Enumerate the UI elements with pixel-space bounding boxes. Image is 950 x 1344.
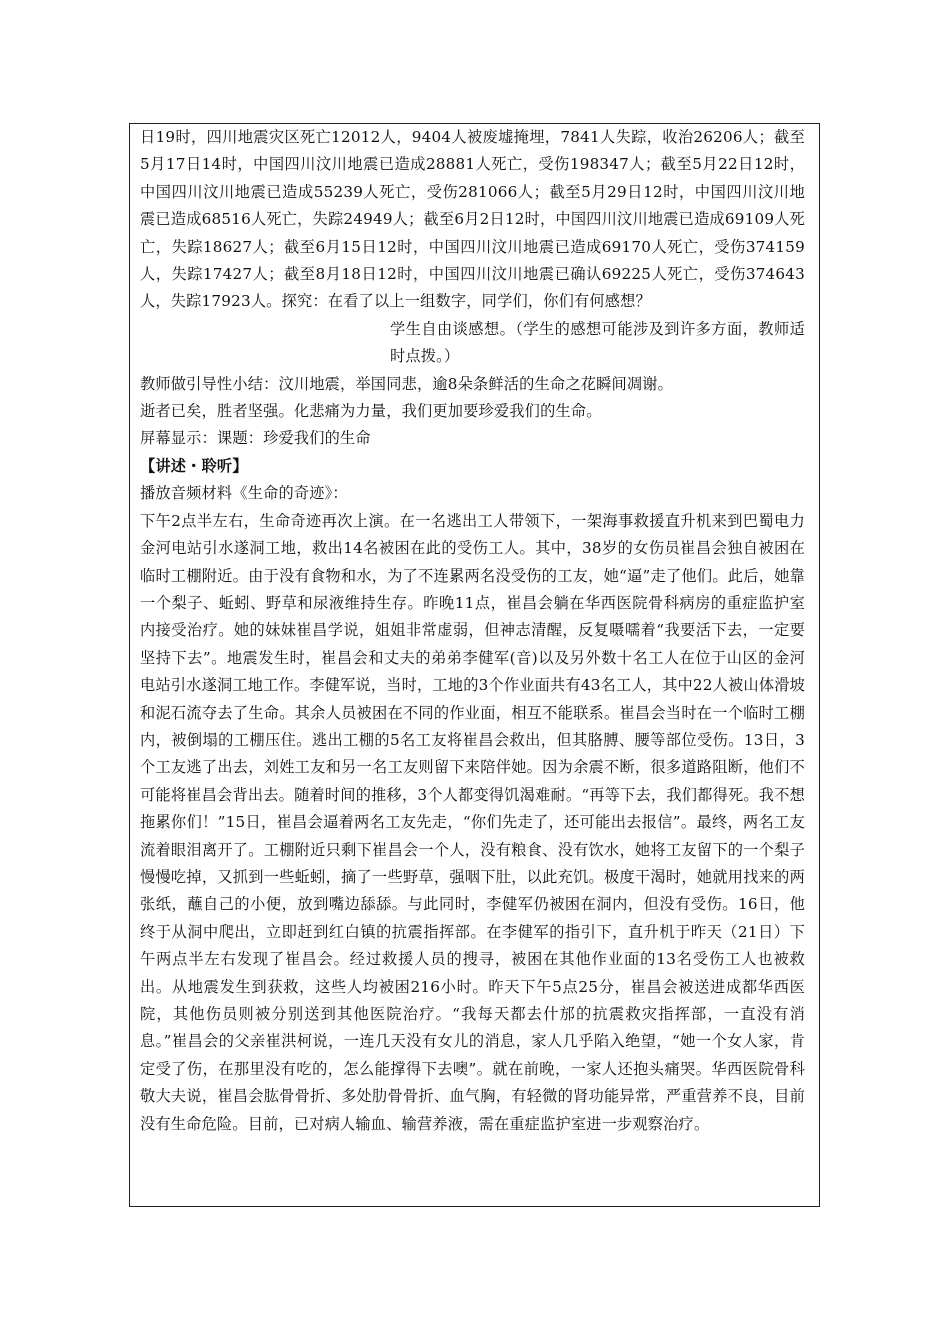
- audio-material-paragraph: 播放音频材料《生命的奇迹》：: [140, 484, 348, 503]
- teacher-summary-paragraph: 教师做引导性小结：汶川地震，举国同悲，逾8朵条鲜活的生命之花瞬间凋谢。: [140, 374, 674, 393]
- section-heading: 【讲述・聆听】: [140, 456, 248, 475]
- miracle-story-paragraph: 下午2点半左右，生命奇迹再次上演。在一名逃出工人带领下，一架海事救援直升机来到巴蜀电力金河电站引水遂洞工地，救出14名被困在此的受伤工人。其中，38岁的女伤员崔昌会独自被困在临时工棚附近。由于没有食物和水，为了不连累两名没受伤的工友，她“逼”走了他们。此后，她靠一个梨子、蚯蚓、野草和尿液维持生存。昨晚11点，崔昌会躺在华西医院骨科病房的重症监护室内接受治疗。她的妹妹崔昌学说，姐姐非常虚弱，但神志清醒，反复嗫嚅着“我要活下去，一定要坚持下去”。地震发生时，崔昌会和丈夫的弟弟李健军(音)以及另外数十名工人在位于山区的金河电站引水遂洞工地工作。李健军说，当时，工地的3个作业面共有43名工人，其中22人被山体滑坡和泥石流夺去了生命。其余人员被困在不同的作业面，相互不能联系。崔昌会当时在一个临时工棚内，被倒塌的工棚压住。逃出工棚的5名工友将崔昌会救出，但其胳膊、腰等部位受伤。13日，3个工友逃了出去，刘姓工友和另一名工友则留下来陪伴她。因为余震不断，很多道路阻断，他们不可能将崔昌会背出去。随着时间的推移，3个人都变得饥渴难耐。“再等下去，我们都得死。我不想拖累你们！”15日，崔昌会逼着两名工友先走，“你们先走了，还可能出去报信”。最终，两名工友流着眼泪离开了。工棚附近只剩下崔昌会一个人，没有粮食、没有饮水，她将工友留下的一个梨子慢慢吃掉，又抓到一些蚯蚓，摘了一些野草，强咽下肚，以此充饥。极度干渴时，她就用找来的两张纸，蘸自己的小便，放到嘴边舔舔。与此同时，李健军仍被困在洞内，但没有受伤。16日，他终于从洞中爬出，立即赶到红白镇的抗震指挥部。在李健军的指引下，直升机于昨天（21日）下午两点半左右发现了崔昌会。经过救援人员的搜寻，被困在其他作业面的13名受伤工人也被救出。从地震发生到获救，这些人均被困216小时。昨天下午5点25分，崔昌会被送进成都华西医院，其他伤员则被分别送到其他医院治疗。“我每天都去什邡的抗震救灾指挥部，一直没有消息。”崔昌会的父亲崔洪柯说，一连几天没有女儿的消息，家人几乎陷入绝望，“她一个女人家，肯定受了伤，在那里没有吃的，怎么能撑得下去噢”。就在前晚，一家人还抱头痛哭。华西医院骨科敬大夫说，崔昌会肱骨骨折、多处肋骨骨折、血气胸，有轻微的肾功能异常，严重营养不良，目前没有生命危险。目前，已对病人输血、输营养液，需在重症监护室进一步观察治疗。: [140, 511, 805, 1133]
- strength-paragraph: 逝者已矣，胜者坚强。化悲痛为力量，我们更加要珍爱我们的生命。: [140, 402, 602, 421]
- student-discussion-paragraph: 学生自由谈感想。（学生的感想可能涉及到许多方面，教师适时点拨。）: [390, 319, 805, 366]
- table-cell: [129, 123, 820, 1207]
- cell-content: [140, 124, 805, 1138]
- casualty-statistics-paragraph: 日19时，四川地震灾区死亡12012人，9404人被废墟掩埋，7841人失踪，收治26206人；截至5月17日14时，中国四川汶川地震已造成28881人死亡，受伤198347人；截至5月22日12时，中国四川汶川地震已造成55239人死亡，受伤281066人；截至5月29日12时，中国四川汶川地震已造成68516人死亡，失踪24949人；截至6月2日12时，中国四川汶川地震已造成69109人死亡，失踪18627人；截至6月15日12时，中国四川汶川地震已造成69170人死亡，受伤374159人，失踪17427人；截至8月18日12时，中国四川汶川地震已确认69225人死亡，受伤374643人，失踪17923人。探究：在看了以上一组数字，同学们，你们有何感想？: [140, 128, 805, 311]
- screen-display-paragraph: 屏幕显示：课题：珍爱我们的生命: [140, 429, 371, 448]
